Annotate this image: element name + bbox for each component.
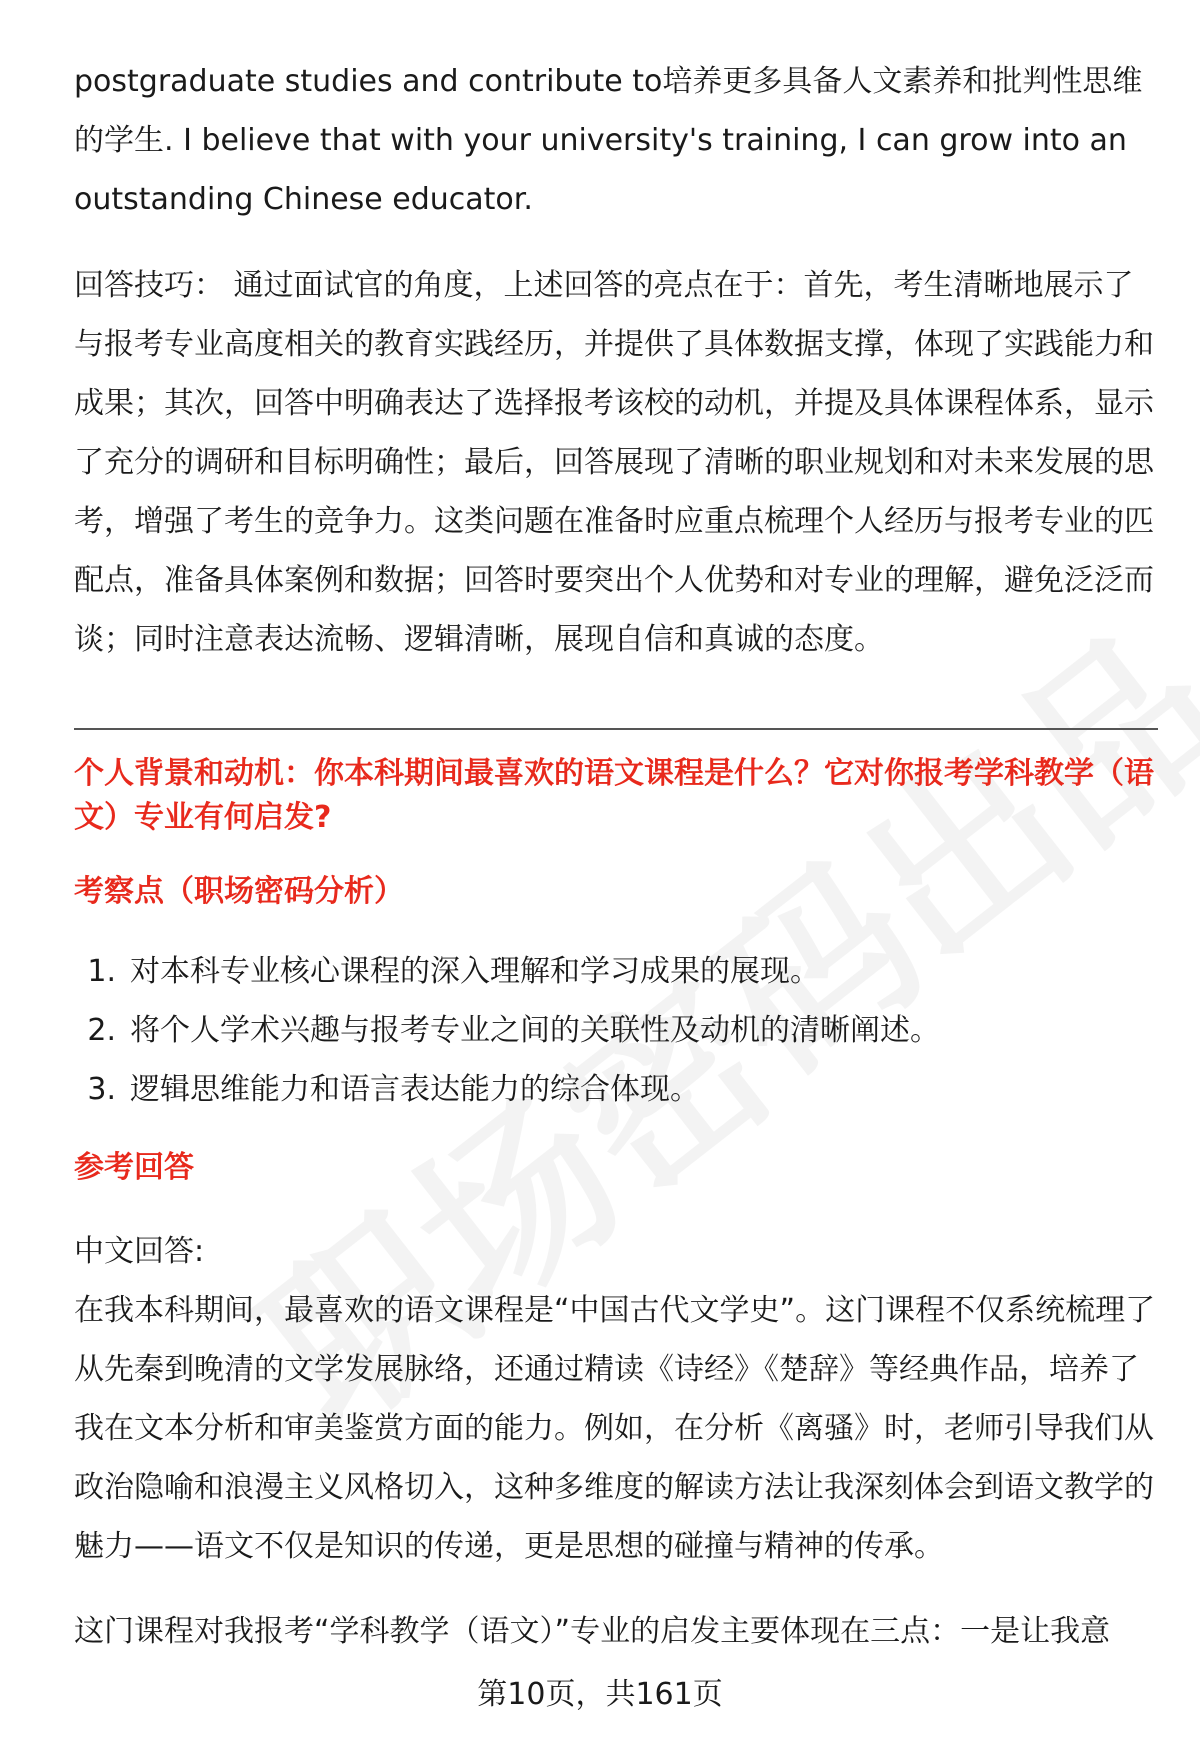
cn-answer-body: 在我本科期间，最喜欢的语文课程是“中国古代文学史”。这门课程不仅系统梳理了从先秦到晚清的文学发展脉络，还通过精读《诗经》《楚辞》等经典作品，培养了我在文本分析和审美鉴赏方面的能力。例如，在分析《离骚》时，老师引导我们从政治隐喻和浪漫主义风格切入，这种多维度的解读方法让我深刻体会到语文教学的魅力——语文不仅是知识的传递，更是思想的碰撞与精神的传承。 (74, 1293, 1156, 1564)
list-item-number: 1. (87, 954, 116, 989)
list-item-number: 2. (87, 1013, 116, 1048)
cn-answer-label: 中文回答: (74, 1234, 205, 1269)
list-item-text: 逻辑思维能力和语言表达能力的综合体现。 (130, 1072, 700, 1107)
list-item-number: 3. (87, 1072, 116, 1107)
question-title: 个人背景和动机：你本科期间最喜欢的语文课程是什么？它对你报考学科教学（语文）专业有何启发? (74, 756, 1154, 835)
list-item (74, 942, 940, 1001)
key-points-list (74, 942, 940, 1119)
page-footer: 第10页，共161页 (477, 1677, 723, 1712)
continued-paragraph: 这门课程对我报考“学科教学（语文）”专业的启发主要体现在三点：一是让我意 (74, 1614, 1111, 1649)
key-points-heading: 考察点（职场密码分析） (74, 874, 404, 909)
list-item-text: 将个人学术兴趣与报考专业之间的关联性及动机的清晰阐述。 (130, 1013, 940, 1048)
list-item (74, 1001, 940, 1060)
tips-paragraph: 回答技巧： 通过面试官的角度，上述回答的亮点在于：首先，考生清晰地展示了与报考专业高度相关的教育实践经历，并提供了具体数据支撑，体现了实践能力和成果；其次，回答中明确表达了选择报考该校的动机，并提及具体课程体系，显示了充分的调研和目标明确性；最后，回答展现了清晰的职业规划和对未来发展的思考，增强了考生的竞争力。这类问题在准备时应重点梳理个人经历与报考专业的匹配点，准备具体案例和数据；回答时要突出个人优势和对专业的理解，避免泛泛而谈；同时注意表达流畅、逻辑清晰，展现自信和真诚的态度。 (74, 268, 1154, 657)
intro-paragraph: postgraduate studies and contribute to培养更多具备人文素养和批判性思维的学生. I believe that with your university's training, I can grow into an outstanding Chinese educator. (74, 64, 1143, 217)
reference-heading: 参考回答 (74, 1150, 194, 1185)
list-item (74, 1060, 940, 1119)
section-divider (74, 728, 1158, 730)
list-item-text: 对本科专业核心课程的深入理解和学习成果的展现。 (130, 954, 820, 989)
